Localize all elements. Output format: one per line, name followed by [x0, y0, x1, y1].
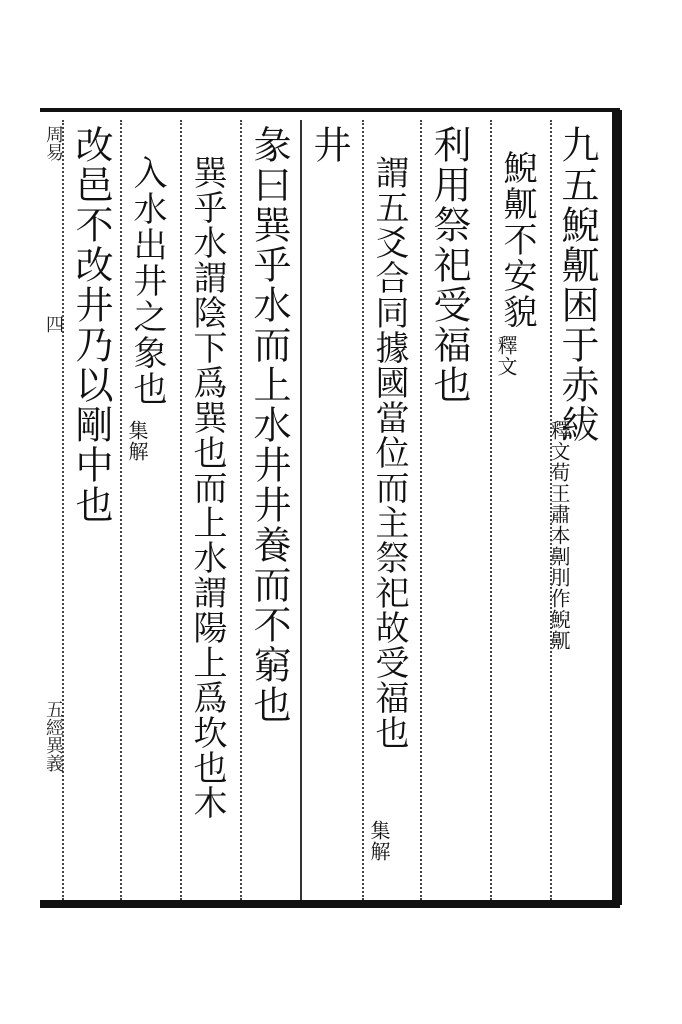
text-column-5: 井	[307, 125, 351, 165]
column-rule	[240, 120, 243, 900]
text-column-2: 鯢鼿不安貌	[497, 150, 537, 330]
column-rule	[362, 120, 365, 900]
page-border-top	[40, 108, 620, 112]
column-rule	[490, 120, 493, 900]
annotation-column-1: 釋文荀王肅本劓刖作鯢鼿	[547, 420, 571, 651]
page-border-right	[612, 110, 622, 905]
text-column-4: 謂五爻合同據國當位而主祭祀故受福也	[369, 155, 409, 750]
annotation-column-8: 集解	[125, 420, 149, 462]
column-rule	[62, 120, 65, 900]
column-rule	[420, 120, 423, 900]
margin-fragment-middle: 四	[43, 315, 64, 333]
text-column-8: 入水出井之象也	[127, 155, 167, 407]
text-column-7: 巽乎水謂陰下爲巽也而上水謂陽上爲坎也木	[187, 155, 227, 820]
text-column-6: 彖曰巽乎水而上水井井養而不窮也	[247, 125, 291, 725]
column-rule	[120, 120, 123, 900]
margin-fragment-top: 周易	[43, 125, 64, 161]
annotation-column-4: 集解	[367, 820, 391, 862]
text-column-9: 改邑不改井乃以剛中也	[69, 125, 113, 525]
column-rule	[300, 120, 303, 900]
text-column-1: 九五鯢鼿困于赤紱	[555, 125, 599, 445]
column-rule	[180, 120, 183, 900]
margin-fragment-bottom: 五經異義	[43, 700, 64, 772]
page-border-bottom	[40, 900, 620, 908]
annotation-column-2: 釋文	[494, 335, 518, 377]
text-column-3: 利用祭祀受福也	[427, 125, 471, 405]
